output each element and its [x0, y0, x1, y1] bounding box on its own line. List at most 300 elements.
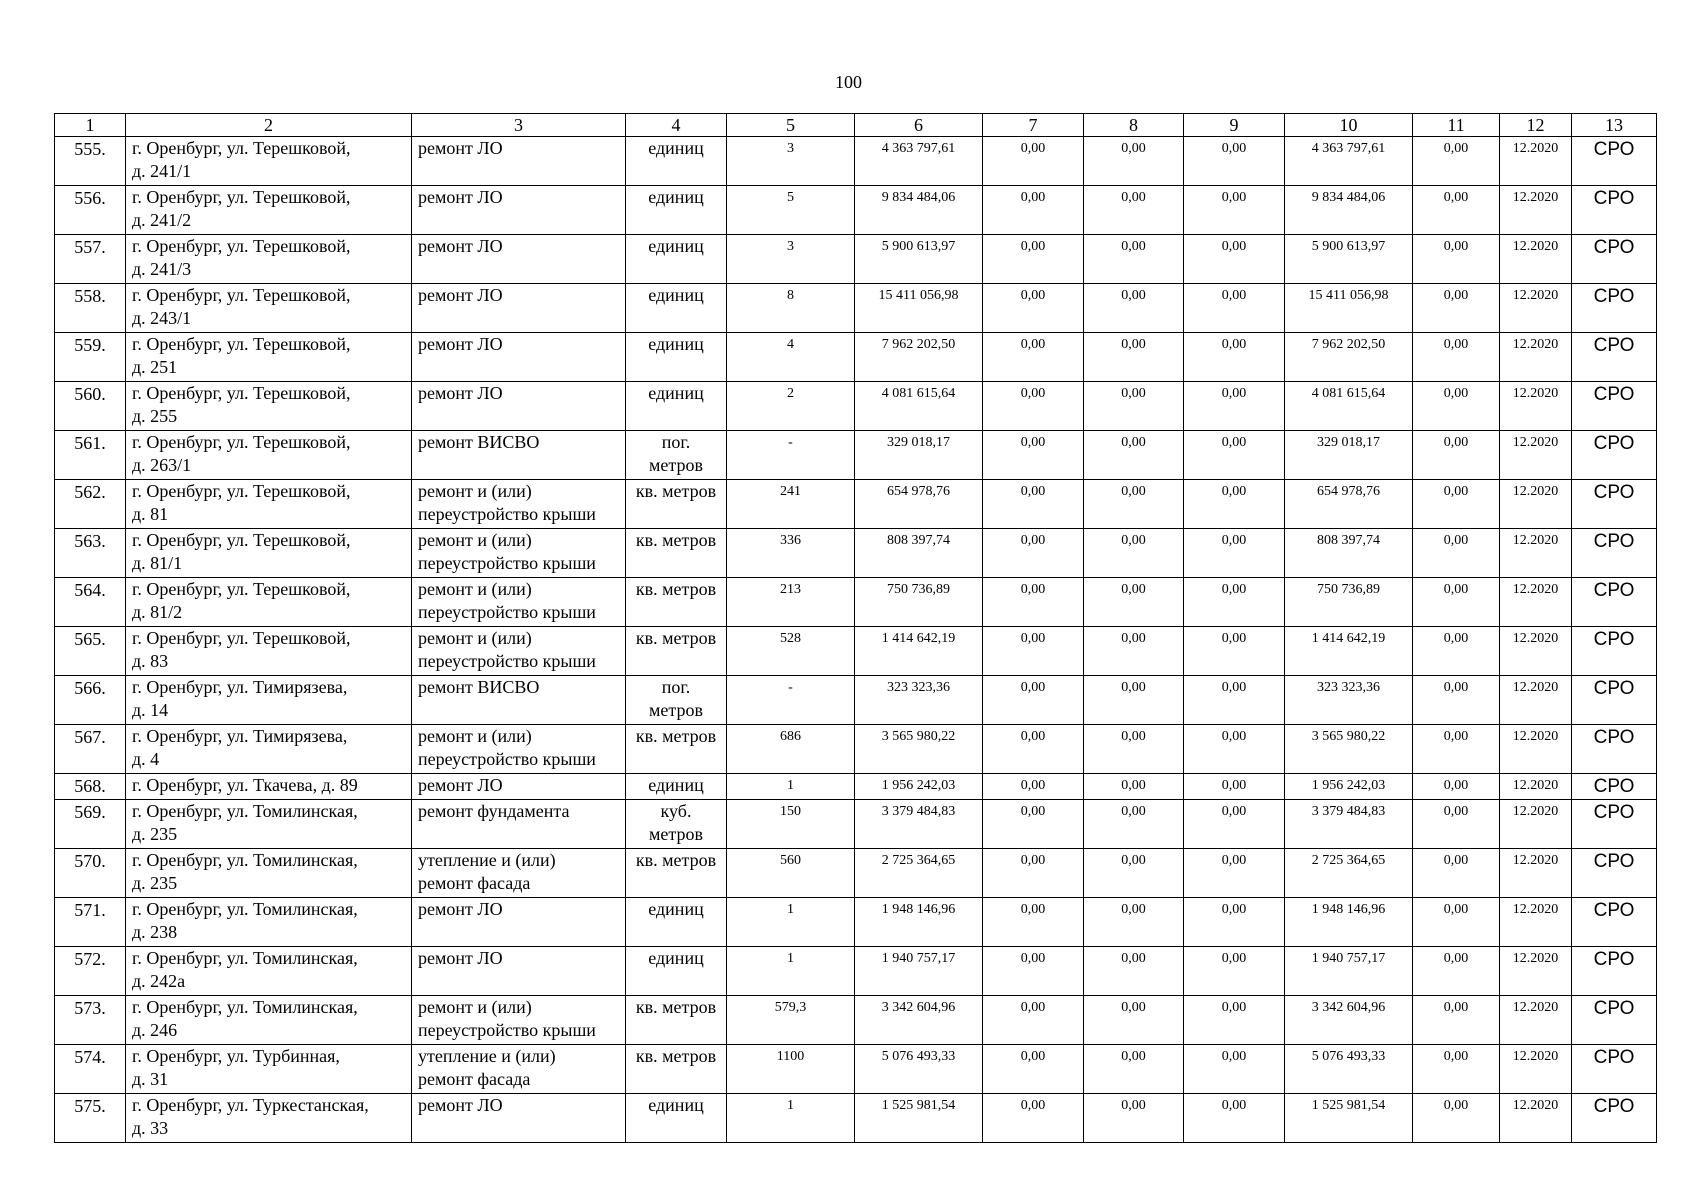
work-type-cell [412, 996, 626, 1045]
address-cell [126, 284, 412, 333]
fund-cell-11 [1413, 800, 1500, 849]
deadline-cell-text: 12.2020 [1512, 533, 1559, 548]
fund-cell-9 [1184, 284, 1285, 333]
unit-cell-text: куб. [660, 801, 692, 821]
deadline-cell [1500, 996, 1572, 1045]
owner-funds-cell-text: 1 940 757,17 [1311, 951, 1386, 966]
work-type-cell [412, 627, 626, 676]
quantity-cell-text: 686 [780, 729, 801, 744]
column-header: 4 [626, 114, 727, 137]
address-cell-text: г. Оренбург, ул. Терешковой, [132, 138, 351, 158]
fund-cell-11 [1413, 676, 1500, 725]
fund-cell-11-text: 0,00 [1443, 484, 1469, 499]
work-type-cell [412, 676, 626, 725]
deadline-cell [1500, 774, 1572, 800]
table-row [55, 800, 1657, 849]
row-number-text: 556. [74, 188, 106, 208]
fund-cell-8 [1084, 725, 1184, 774]
unit-cell [626, 800, 727, 849]
row-number [55, 137, 126, 186]
row-number [55, 898, 126, 947]
fund-cell-11 [1413, 480, 1500, 529]
fund-cell-8-text: 0,00 [1121, 386, 1146, 401]
address-cell-text: г. Оренбург, ул. Ткачева, д. 89 [132, 775, 358, 795]
fund-cell-8 [1084, 947, 1184, 996]
deadline-cell [1500, 578, 1572, 627]
address-cell [126, 431, 412, 480]
address-cell-text: д. 81 [132, 504, 169, 524]
table-row [55, 333, 1657, 382]
deadline-cell [1500, 480, 1572, 529]
quantity-cell [727, 578, 855, 627]
row-number [55, 849, 126, 898]
unit-cell-text: единиц [648, 1095, 704, 1115]
row-number [55, 947, 126, 996]
work-type-cell-text: ремонт и (или) [418, 628, 532, 648]
fund-cell-8 [1084, 480, 1184, 529]
unit-cell [626, 333, 727, 382]
fund-cell-9-text: 0,00 [1221, 951, 1247, 966]
fund-cell-8-text: 0,00 [1121, 853, 1146, 868]
unit-cell [626, 480, 727, 529]
method-cell [1572, 480, 1657, 529]
fund-cell-11 [1413, 1045, 1500, 1094]
work-type-cell [412, 431, 626, 480]
work-type-cell [412, 1094, 626, 1143]
fund-cell-9 [1184, 1094, 1285, 1143]
fund-cell-11-text: 0,00 [1443, 778, 1469, 793]
work-type-cell-text: ремонт и (или) [418, 997, 532, 1017]
column-header: 7 [983, 114, 1084, 137]
row-number [55, 578, 126, 627]
work-type-cell-text: ремонт ЛО [418, 775, 503, 795]
owner-funds-cell-text: 750 736,89 [1317, 582, 1380, 597]
fund-cell-8 [1084, 431, 1184, 480]
owner-funds-cell-text: 329 018,17 [1317, 435, 1380, 450]
total-cost-cell [855, 382, 983, 431]
row-number-text: 566. [74, 678, 106, 698]
fund-cell-7-text: 0,00 [1020, 778, 1046, 793]
quantity-cell-text: 336 [780, 533, 801, 548]
fund-cell-7 [983, 333, 1084, 382]
address-cell [126, 578, 412, 627]
address-cell-text: д. 241/2 [132, 210, 192, 230]
total-cost-cell-text: 5 900 613,97 [881, 239, 956, 254]
owner-funds-cell [1285, 800, 1413, 849]
fund-cell-8-text: 0,00 [1121, 902, 1146, 917]
method-cell [1572, 898, 1657, 947]
fund-cell-7-text: 0,00 [1020, 484, 1046, 499]
owner-funds-cell-text: 7 962 202,50 [1311, 337, 1386, 352]
owner-funds-cell [1285, 186, 1413, 235]
method-cell [1572, 725, 1657, 774]
fund-cell-8-text: 0,00 [1121, 804, 1146, 819]
deadline-cell-text: 12.2020 [1512, 484, 1559, 499]
total-cost-cell-text: 808 397,74 [887, 533, 950, 548]
fund-cell-7 [983, 284, 1084, 333]
fund-cell-9-text: 0,00 [1221, 1000, 1247, 1015]
fund-cell-7-text: 0,00 [1020, 631, 1046, 646]
deadline-cell-text: 12.2020 [1512, 1000, 1559, 1015]
work-type-cell-text: ремонт ВИСВО [418, 432, 540, 452]
quantity-cell-text: 3 [787, 239, 794, 254]
total-cost-cell-text: 1 414 642,19 [881, 631, 956, 646]
total-cost-cell [855, 947, 983, 996]
quantity-cell-text: 8 [787, 288, 794, 303]
address-cell [126, 480, 412, 529]
unit-cell-text: единиц [648, 138, 704, 158]
work-type-cell [412, 578, 626, 627]
row-number [55, 382, 126, 431]
fund-cell-11-text: 0,00 [1443, 631, 1469, 646]
fund-cell-8-text: 0,00 [1121, 1049, 1146, 1064]
fund-cell-9 [1184, 480, 1285, 529]
fund-cell-8 [1084, 235, 1184, 284]
deadline-cell-text: 12.2020 [1512, 680, 1559, 695]
fund-cell-7 [983, 382, 1084, 431]
method-cell-text: СРО [1593, 335, 1635, 356]
method-cell-text: СРО [1593, 629, 1635, 650]
address-cell-text: д. 241/3 [132, 259, 192, 279]
work-type-cell-text: переустройство крыши [418, 749, 596, 769]
total-cost-cell-text: 1 525 981,54 [881, 1098, 956, 1113]
quantity-cell-text: 560 [780, 853, 801, 868]
fund-cell-9 [1184, 947, 1285, 996]
work-type-cell [412, 529, 626, 578]
address-cell-text: г. Оренбург, ул. Туркестанская, [132, 1095, 369, 1115]
address-cell-text: д. 263/1 [132, 455, 192, 475]
address-cell-text: д. 81/1 [132, 553, 183, 573]
address-cell-text: д. 242а [132, 971, 186, 991]
owner-funds-cell-text: 1 956 242,03 [1311, 778, 1386, 793]
deadline-cell-text: 12.2020 [1512, 239, 1559, 254]
address-cell [126, 725, 412, 774]
fund-cell-7-text: 0,00 [1020, 804, 1046, 819]
total-cost-cell [855, 725, 983, 774]
address-cell-text: г. Оренбург, ул. Терешковой, [132, 285, 351, 305]
work-type-cell [412, 284, 626, 333]
fund-cell-7-text: 0,00 [1020, 190, 1046, 205]
deadline-cell [1500, 800, 1572, 849]
address-cell [126, 996, 412, 1045]
address-cell-text: д. 14 [132, 700, 169, 720]
method-cell-text: СРО [1593, 580, 1635, 601]
fund-cell-9-text: 0,00 [1221, 582, 1247, 597]
fund-cell-7-text: 0,00 [1020, 1049, 1046, 1064]
unit-cell-text: кв. метров [635, 579, 717, 599]
total-cost-cell-text: 4 081 615,64 [881, 386, 956, 401]
unit-cell-text: единиц [648, 334, 704, 354]
address-cell-text: г. Оренбург, ул. Томилинская, [132, 948, 358, 968]
work-type-cell-text: ремонт ЛО [418, 899, 503, 919]
method-cell [1572, 996, 1657, 1045]
row-number [55, 431, 126, 480]
deadline-cell [1500, 186, 1572, 235]
deadline-cell [1500, 529, 1572, 578]
fund-cell-9-text: 0,00 [1221, 484, 1247, 499]
unit-cell-text: метров [649, 455, 703, 475]
fund-cell-9 [1184, 431, 1285, 480]
unit-cell [626, 627, 727, 676]
method-cell [1572, 137, 1657, 186]
fund-cell-7 [983, 235, 1084, 284]
unit-cell-text: кв. метров [635, 1046, 717, 1066]
deadline-cell-text: 12.2020 [1512, 778, 1559, 793]
quantity-cell-text: 2 [787, 386, 794, 401]
deadline-cell-text: 12.2020 [1512, 190, 1559, 205]
table-row [55, 627, 1657, 676]
fund-cell-11 [1413, 137, 1500, 186]
owner-funds-cell-text: 5 076 493,33 [1311, 1049, 1386, 1064]
row-number [55, 529, 126, 578]
address-cell-text: г. Оренбург, ул. Томилинская, [132, 801, 358, 821]
owner-funds-cell-text: 1 525 981,54 [1311, 1098, 1386, 1113]
deadline-cell [1500, 898, 1572, 947]
fund-cell-9-text: 0,00 [1221, 386, 1247, 401]
address-cell-text: г. Оренбург, ул. Терешковой, [132, 628, 351, 648]
owner-funds-cell-text: 5 900 613,97 [1311, 239, 1386, 254]
table-row [55, 284, 1657, 333]
fund-cell-7 [983, 725, 1084, 774]
address-cell-text: д. 243/1 [132, 308, 192, 328]
deadline-cell [1500, 1045, 1572, 1094]
address-cell-text: г. Оренбург, ул. Терешковой, [132, 432, 351, 452]
fund-cell-11 [1413, 898, 1500, 947]
address-cell-text: г. Оренбург, ул. Терешковой, [132, 334, 351, 354]
fund-cell-11 [1413, 235, 1500, 284]
quantity-cell [727, 284, 855, 333]
method-cell-text: СРО [1593, 1096, 1635, 1117]
address-cell [126, 235, 412, 284]
owner-funds-cell [1285, 480, 1413, 529]
address-cell-text: г. Оренбург, ул. Томилинская, [132, 850, 358, 870]
quantity-cell-text: 241 [780, 484, 801, 499]
fund-cell-7-text: 0,00 [1020, 582, 1046, 597]
quantity-cell [727, 431, 855, 480]
table-row [55, 382, 1657, 431]
address-cell [126, 849, 412, 898]
table-row [55, 529, 1657, 578]
address-cell [126, 898, 412, 947]
deadline-cell-text: 12.2020 [1512, 853, 1559, 868]
quantity-cell [727, 996, 855, 1045]
owner-funds-cell-text: 3 379 484,83 [1311, 804, 1386, 819]
fund-cell-11 [1413, 947, 1500, 996]
fund-cell-11-text: 0,00 [1443, 239, 1469, 254]
fund-cell-7-text: 0,00 [1020, 1098, 1046, 1113]
owner-funds-cell [1285, 1045, 1413, 1094]
quantity-cell [727, 1045, 855, 1094]
total-cost-cell [855, 529, 983, 578]
fund-cell-9-text: 0,00 [1221, 778, 1247, 793]
address-cell-text: д. 235 [132, 824, 178, 844]
fund-cell-9 [1184, 333, 1285, 382]
method-cell [1572, 947, 1657, 996]
fund-cell-11 [1413, 529, 1500, 578]
unit-cell [626, 284, 727, 333]
quantity-cell [727, 849, 855, 898]
method-cell [1572, 431, 1657, 480]
fund-cell-9-text: 0,00 [1221, 288, 1247, 303]
address-cell-text: г. Оренбург, ул. Тимирязева, [132, 677, 348, 697]
fund-cell-11-text: 0,00 [1443, 951, 1469, 966]
work-type-cell [412, 137, 626, 186]
fund-cell-9 [1184, 725, 1285, 774]
fund-cell-8 [1084, 849, 1184, 898]
method-cell [1572, 284, 1657, 333]
row-number [55, 676, 126, 725]
address-cell [126, 627, 412, 676]
row-number-text: 574. [74, 1047, 106, 1067]
total-cost-cell-text: 9 834 484,06 [881, 190, 956, 205]
fund-cell-7 [983, 431, 1084, 480]
row-number-text: 565. [74, 629, 106, 649]
column-header: 11 [1413, 114, 1500, 137]
table-row [55, 186, 1657, 235]
row-number [55, 235, 126, 284]
fund-cell-8 [1084, 774, 1184, 800]
owner-funds-cell [1285, 284, 1413, 333]
fund-cell-7-text: 0,00 [1020, 239, 1046, 254]
method-cell [1572, 382, 1657, 431]
column-header: 13 [1572, 114, 1657, 137]
fund-cell-11 [1413, 1094, 1500, 1143]
fund-cell-9-text: 0,00 [1221, 729, 1247, 744]
row-number [55, 627, 126, 676]
fund-cell-8 [1084, 1094, 1184, 1143]
fund-cell-11 [1413, 186, 1500, 235]
work-type-cell-text: ремонт ЛО [418, 334, 503, 354]
method-cell-text: СРО [1593, 286, 1635, 307]
fund-cell-7 [983, 186, 1084, 235]
owner-funds-cell [1285, 529, 1413, 578]
work-type-cell-text: ремонт фундамента [418, 801, 570, 821]
quantity-cell [727, 137, 855, 186]
quantity-cell-text: 3 [787, 141, 794, 156]
method-cell [1572, 186, 1657, 235]
total-cost-cell [855, 480, 983, 529]
fund-cell-7-text: 0,00 [1020, 288, 1046, 303]
fund-cell-7-text: 0,00 [1020, 386, 1046, 401]
address-cell-text: д. 241/1 [132, 161, 192, 181]
column-header: 2 [126, 114, 412, 137]
fund-cell-8-text: 0,00 [1121, 729, 1146, 744]
row-number-text: 571. [74, 900, 106, 920]
quantity-cell [727, 480, 855, 529]
fund-cell-9-text: 0,00 [1221, 190, 1247, 205]
column-header: 6 [855, 114, 983, 137]
total-cost-cell [855, 137, 983, 186]
address-cell-text: г. Оренбург, ул. Терешковой, [132, 530, 351, 550]
fund-cell-8-text: 0,00 [1121, 1000, 1146, 1015]
owner-funds-cell [1285, 431, 1413, 480]
total-cost-cell [855, 627, 983, 676]
address-cell-text: д. 31 [132, 1069, 169, 1089]
table-row [55, 431, 1657, 480]
method-cell-text: СРО [1593, 139, 1635, 160]
fund-cell-11-text: 0,00 [1443, 190, 1469, 205]
fund-cell-8 [1084, 898, 1184, 947]
fund-cell-9 [1184, 898, 1285, 947]
total-cost-cell-text: 5 076 493,33 [881, 1049, 956, 1064]
fund-cell-8 [1084, 333, 1184, 382]
deadline-cell-text: 12.2020 [1512, 337, 1559, 352]
deadline-cell-text: 12.2020 [1512, 582, 1559, 597]
quantity-cell [727, 235, 855, 284]
unit-cell [626, 137, 727, 186]
row-number-text: 557. [74, 237, 106, 257]
address-cell-text: д. 4 [132, 749, 160, 769]
unit-cell [626, 725, 727, 774]
owner-funds-cell [1285, 947, 1413, 996]
work-type-cell-text: переустройство крыши [418, 651, 596, 671]
total-cost-cell [855, 578, 983, 627]
table-row [55, 137, 1657, 186]
owner-funds-cell-text: 1 948 146,96 [1311, 902, 1386, 917]
deadline-cell [1500, 137, 1572, 186]
owner-funds-cell-text: 9 834 484,06 [1311, 190, 1386, 205]
method-cell-text: СРО [1593, 851, 1635, 872]
owner-funds-cell-text: 2 725 364,65 [1311, 853, 1386, 868]
unit-cell-text: кв. метров [635, 997, 717, 1017]
unit-cell [626, 529, 727, 578]
table-row [55, 947, 1657, 996]
fund-cell-11-text: 0,00 [1443, 1049, 1469, 1064]
address-cell-text: г. Оренбург, ул. Томилинская, [132, 997, 358, 1017]
unit-cell-text: единиц [648, 775, 704, 795]
deadline-cell [1500, 1094, 1572, 1143]
table-row [55, 1094, 1657, 1143]
total-cost-cell [855, 996, 983, 1045]
row-number-text: 563. [74, 531, 106, 551]
unit-cell [626, 947, 727, 996]
fund-cell-9-text: 0,00 [1221, 902, 1247, 917]
row-number-text: 572. [74, 949, 106, 969]
quantity-cell-text: 579,3 [774, 1000, 807, 1015]
fund-cell-11 [1413, 578, 1500, 627]
total-cost-cell [855, 1045, 983, 1094]
total-cost-cell-text: 1 940 757,17 [881, 951, 956, 966]
quantity-cell [727, 186, 855, 235]
total-cost-cell-text: 329 018,17 [887, 435, 950, 450]
unit-cell [626, 382, 727, 431]
method-cell-text: СРО [1593, 949, 1635, 970]
quantity-cell [727, 333, 855, 382]
fund-cell-7 [983, 898, 1084, 947]
fund-cell-7 [983, 137, 1084, 186]
owner-funds-cell-text: 4 081 615,64 [1311, 386, 1386, 401]
deadline-cell [1500, 627, 1572, 676]
owner-funds-cell [1285, 235, 1413, 284]
work-type-cell-text: ремонт ЛО [418, 187, 503, 207]
row-number [55, 480, 126, 529]
unit-cell-text: кв. метров [635, 726, 717, 746]
address-cell-text: г. Оренбург, ул. Турбинная, [132, 1046, 340, 1066]
fund-cell-11 [1413, 382, 1500, 431]
fund-cell-7 [983, 996, 1084, 1045]
table-row [55, 849, 1657, 898]
fund-cell-7 [983, 578, 1084, 627]
address-cell-text: г. Оренбург, ул. Терешковой, [132, 383, 351, 403]
table-row [55, 1045, 1657, 1094]
fund-cell-7-text: 0,00 [1020, 337, 1046, 352]
fund-cell-7 [983, 1045, 1084, 1094]
column-header: 10 [1285, 114, 1413, 137]
work-type-cell [412, 898, 626, 947]
row-number-text: 561. [74, 433, 106, 453]
method-cell [1572, 578, 1657, 627]
owner-funds-cell-text: 654 978,76 [1317, 484, 1380, 499]
